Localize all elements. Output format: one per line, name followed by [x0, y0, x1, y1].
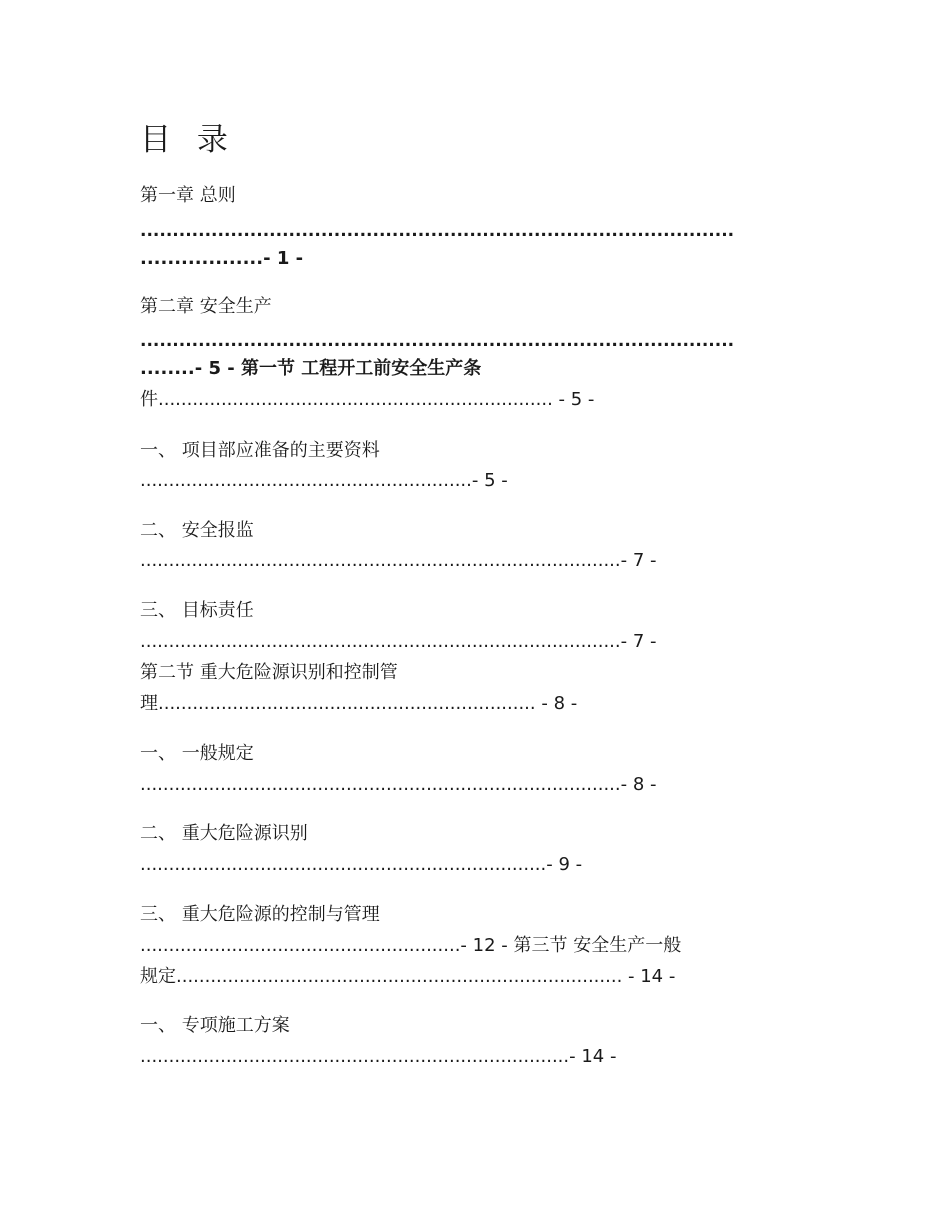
toc-leader-line: 规定.............................................................................. - 14 - — [140, 966, 676, 987]
toc-leader-dots: ............................................................................................ — [140, 331, 735, 351]
toc-leader-line: ....................................................................................- 7 - — [140, 550, 657, 571]
toc-leader-line: ....................................................................................- 7 - — [140, 631, 657, 652]
toc-leader-line: .......................................................................- 9 - — [140, 854, 583, 875]
toc-chapter-1: 第一章 总则 — [140, 185, 236, 206]
toc-section-item: 三、 重大危险源的控制与管理 — [140, 904, 380, 925]
toc-section-heading: 第二节 重大危险源识别和控制管 — [140, 662, 398, 683]
toc-chapter-2: 第二章 安全生产 — [140, 296, 272, 317]
toc-entry: 件..................................................................... - 5 - — [140, 389, 595, 410]
toc-section-item: 二、 安全报监 — [140, 520, 254, 541]
toc-entry: ........- 5 - 第一节 工程开工前安全生产条 — [140, 358, 482, 379]
toc-section-item: 三、 目标责任 — [140, 600, 254, 621]
toc-section-item: 一、 项目部应准备的主要资料 — [140, 440, 380, 461]
toc-title: 目 录 — [140, 122, 236, 158]
toc-leader-dots: ............................................................................................ — [140, 221, 735, 241]
toc-section-item: 一、 一般规定 — [140, 743, 254, 764]
toc-section-item: 二、 重大危险源识别 — [140, 823, 308, 844]
toc-leader-line: ..........................................................- 5 - — [140, 470, 508, 491]
toc-section-item: 一、 专项施工方案 — [140, 1015, 290, 1036]
toc-page-number: ..................- 1 - — [140, 248, 304, 269]
toc-leader-line: ....................................................................................- 8 - — [140, 774, 657, 795]
toc-leader-line: ...........................................................................- 14 - — [140, 1046, 617, 1067]
toc-entry: ........................................................- 12 - 第三节 安全生产一般 — [140, 935, 682, 956]
toc-leader-line: 理.................................................................. - 8 - — [140, 693, 578, 714]
